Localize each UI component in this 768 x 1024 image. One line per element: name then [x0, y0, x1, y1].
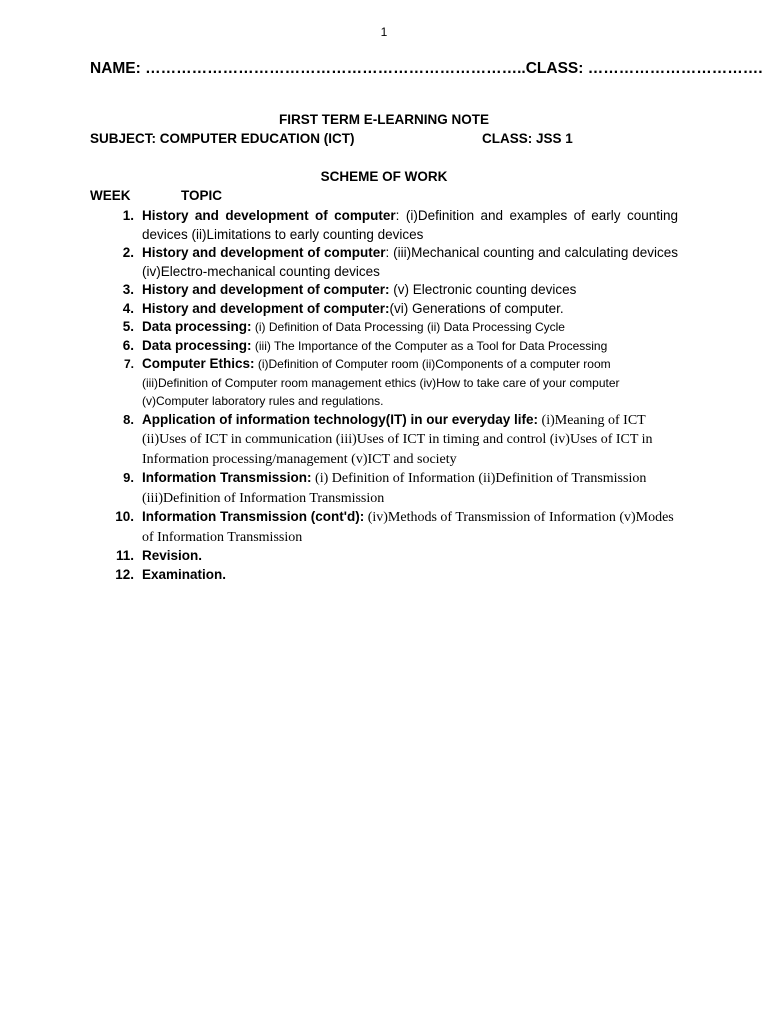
topic-detail: (i) Definition of Information (ii)Definition of Transmission (iii)Definition of Information Transmission: [142, 471, 647, 506]
topic-title: Data processing:: [142, 337, 252, 353]
week-number: 1.: [122, 208, 134, 223]
topic-title: Data processing:: [142, 319, 252, 334]
week-number: 8.: [123, 411, 134, 427]
subject-line: SUBJECT: COMPUTER EDUCATION (ICT): [90, 131, 355, 146]
list-item: [90, 337, 678, 356]
week-number: 9.: [123, 470, 134, 485]
topic-title: History and development of computer: [142, 245, 386, 260]
list-item: [90, 508, 678, 547]
topic-detail: (vi) Generations of computer.: [389, 300, 564, 316]
topic-title: History and development of computer:: [142, 300, 390, 316]
list-item: [90, 281, 678, 300]
week-number: 11.: [115, 548, 134, 563]
topic-title: Information Transmission:: [142, 470, 312, 485]
topic-title: Examination.: [142, 566, 227, 582]
topic-detail: (iv)Methods of Transmission of Information (v)Modes of Information Transmission: [142, 510, 674, 545]
scheme-list: [90, 207, 678, 584]
list-item: [90, 566, 678, 585]
topic-title: Computer Ethics:: [142, 356, 255, 371]
list-item: [90, 411, 678, 470]
week-number: 3.: [122, 282, 134, 297]
week-number: 7.: [123, 357, 134, 371]
week-number: 12.: [115, 566, 134, 582]
topic-detail: : (iii)Mechanical counting and calculating devices (iv)Electro-mechanical counting devices: [142, 245, 678, 279]
list-item: [90, 318, 678, 337]
topic-detail: (i)Definition of Computer room (ii)Components of a computer room (iii)Definition of Computer room management ethics (iv)How to take care of your computer (v)Computer laboratory rules and regulations.: [142, 357, 620, 408]
topic-title: History and development of computer: [142, 208, 396, 223]
list-item: [90, 244, 678, 281]
week-number: 10.: [115, 509, 134, 524]
topic-detail: (i)Meaning of ICT (ii)Uses of ICT in communication (iii)Uses of ICT in timing and control (iv)Uses of ICT in Information processing/management (v)ICT and society: [142, 412, 653, 467]
topic-detail: : (i)Definition and examples of early counting devices (ii)Limitations to early counting devices: [142, 208, 678, 242]
page-number: 1: [380, 25, 388, 39]
week-number: 4.: [122, 300, 134, 316]
list-item: [90, 300, 678, 319]
week-number: 6.: [122, 337, 134, 353]
subject-class: CLASS: JSS 1: [482, 131, 573, 146]
week-number: 5.: [122, 319, 134, 334]
list-item: [90, 469, 678, 508]
term-title: FIRST TERM E-LEARNING NOTE: [279, 112, 489, 127]
list-item: [90, 207, 678, 244]
topic-title: History and development of computer:: [142, 282, 390, 297]
topic-title: Information Transmission (cont'd):: [142, 509, 365, 524]
topic-title: Application of information technology(IT) in our everyday life:: [142, 411, 539, 427]
week-number: 2.: [122, 245, 134, 260]
list-item: [90, 547, 678, 566]
scheme-title: SCHEME OF WORK: [320, 169, 448, 184]
topic-title: Revision.: [142, 548, 203, 563]
topic-detail: (iii) The Importance of the Computer as a Tool for Data Processing: [251, 338, 608, 353]
name-class-line: NAME: ………………………………………………………………..CLASS: …………………………….: [90, 60, 763, 77]
topic-detail: (v) Electronic counting devices: [389, 282, 577, 297]
topic-header: TOPIC: [181, 188, 223, 203]
week-header: WEEK: [90, 188, 131, 203]
list-item: [90, 355, 678, 411]
topic-detail: (i) Definition of Data Processing (ii) Data Processing Cycle: [251, 320, 565, 334]
